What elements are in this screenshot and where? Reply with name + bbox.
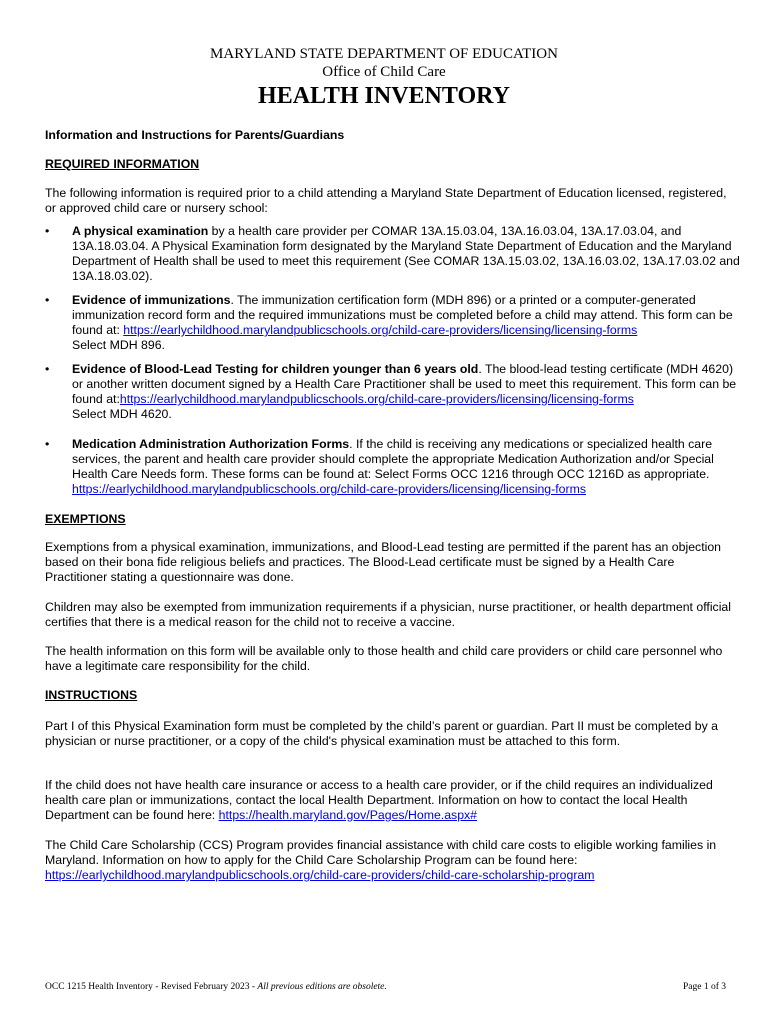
bullet-text: . The blood-lead testing certificate (MDH 4620) or another written document signed by a Health Care Practitioner shall be used to meet this requirement. This form can be found at: [72, 362, 737, 406]
bullet-after-text: Select MDH 896. [72, 338, 165, 352]
scholarship-program-link[interactable]: https://earlychildhood.marylandpublicschools.org/child-care-providers/child-care-scholarship-program [45, 868, 595, 882]
required-intro-paragraph: The following information is required prior to a child attending a Maryland State Department of Education licensed, registered, or approved child care or nursery school: [45, 186, 727, 215]
page-number: Page 1 of 3 [682, 982, 726, 992]
office-name: Office of Child Care [322, 64, 446, 80]
exemptions-heading: EXEMPTIONS [45, 512, 126, 526]
licensing-forms-link[interactable]: https://earlychildhood.marylandpublicschools.org/child-care-providers/licensing/licensing-forms [72, 482, 586, 496]
exemptions-paragraph: Children may also be exempted from immunization requirements if a physician, nurse practitioner, or health department official certifies that there is a medical reason for the child not to receive a vaccine. [45, 600, 732, 629]
bullet-text: . The immunization certification form (MDH 896) or a printed or a computer-generated immunization record form and the required immunizations must be completed before a child may attend. This form can be found at: [72, 293, 733, 337]
paragraph-text: If the child does not have health care insurance or access to a health care provider, or if the child requires an individualized health care plan or immunizations, contact the local Health Department. Information on how to contact the local Health Department can be found here: [45, 778, 713, 822]
instructions-heading: INSTRUCTIONS [45, 688, 138, 702]
footer-text: OCC 1215 Health Inventory - Revised February 2023 - [45, 982, 258, 992]
bullet-lead: Medication Administration Authorization Forms [72, 437, 350, 451]
instructions-paragraph: Part I of this Physical Examination form must be completed by the child’s parent or guardian. Part II must be completed by a physician or nurse practitioner, or a copy of the child's physical examination must be attached to this form. [45, 719, 719, 748]
licensing-forms-link[interactable]: https://earlychildhood.marylandpublicschools.org/child-care-providers/licensing/licensing-forms [123, 323, 638, 337]
health-maryland-link[interactable]: https://health.maryland.gov/Pages/Home.aspx# [218, 808, 478, 822]
bullet-blood-lead [72, 362, 740, 422]
exemptions-paragraph: Exemptions from a physical examination, immunizations, and Blood-Lead testing are permitted if the parent has an objection based on their bona fide religious beliefs and practices. The Blood-Lead certificate must be signed by a Health Care Practitioner stating a questionnaire was done. [45, 540, 722, 584]
footer-obsolete-note: All previous editions are obsolete. [257, 982, 387, 992]
bullet-lead: A physical examination [72, 224, 209, 238]
bullet-lead: Evidence of immunizations [72, 293, 231, 307]
bullet-immunizations [72, 293, 740, 353]
bullet-icon: • [45, 224, 50, 238]
bullet-physical-exam [72, 224, 740, 284]
bullet-icon: • [45, 437, 50, 451]
document-title: HEALTH INVENTORY [258, 83, 510, 109]
bullet-medication-forms [72, 437, 740, 497]
scholarship-paragraph [45, 838, 735, 883]
required-information-heading: REQUIRED INFORMATION [45, 157, 200, 171]
intro-heading: Information and Instructions for Parents/Guardians [45, 128, 345, 142]
bullet-icon: • [45, 362, 50, 376]
agency-name: MARYLAND STATE DEPARTMENT OF EDUCATION [210, 46, 558, 62]
paragraph-text: The Child Care Scholarship (CCS) Program provides financial assistance with child care costs to eligible working families in Maryland. Information on how to apply for the Child Care Scholarship Program can be found here: [45, 838, 717, 867]
bullet-text: . If the child is receiving any medications or specialized health care services, the parent and health care provider should complete the appropriate Medication Authorization and/or Special Health Care Needs form. These forms can be found at: Select Forms OCC 1216 through OCC 1216D as appropriate. [72, 437, 714, 481]
licensing-forms-link[interactable]: https://earlychildhood.marylandpublicschools.org/child-care-providers/licensing/licensing-forms [119, 392, 634, 406]
bullet-text: by a health care provider per COMAR 13A.15.03.04, 13A.16.03.04, 13A.17.03.04, and 13A.18.03.04. A Physical Examination form designated by the Maryland State Department of Education and the Maryland Department of Health shall be used to meet this requirement (See COMAR 13A.15.03.02, 13A.16.03.02, 13A.17.03.02 and 13A.18.03.02). [72, 224, 740, 283]
health-department-paragraph [45, 778, 735, 823]
bullet-lead: Evidence of Blood-Lead Testing for children younger than 6 years old [72, 362, 479, 376]
bullet-icon: • [45, 293, 50, 307]
footer-revision [45, 981, 387, 993]
bullet-after-text: Select MDH 4620. [72, 407, 172, 421]
exemptions-paragraph: The health information on this form will be available only to those health and child care providers or child care personnel who have a legitimate care responsibility for the child. [45, 644, 723, 673]
